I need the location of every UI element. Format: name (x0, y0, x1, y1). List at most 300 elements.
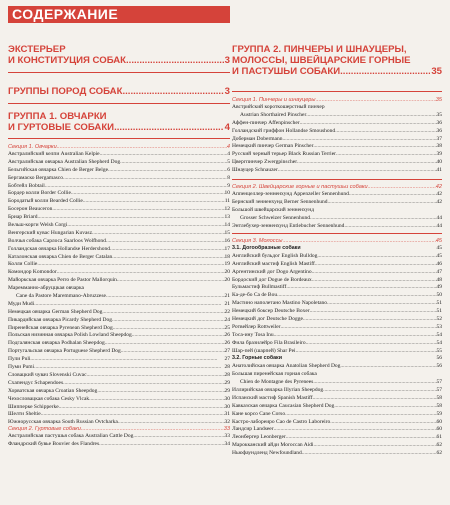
toc-entry[interactable] (232, 199, 442, 207)
leader-dots (99, 441, 224, 449)
toc-heading-line (232, 55, 442, 66)
toc-entry-title: Английский бульдог English Bulldog (232, 252, 318, 259)
toc-entry-title: Фландрский бувье Bouvier des Flandres (8, 440, 100, 447)
leader-dots (41, 411, 225, 419)
toc-entry[interactable] (232, 104, 442, 112)
toc-entry[interactable] (232, 128, 442, 136)
toc-entry-title: Комондор Komondor (8, 269, 57, 276)
leader-dots (45, 183, 227, 191)
toc-entry-title: Grosser Schweizer Sennenhund (240, 214, 310, 221)
toc-page-number: 38 (436, 143, 442, 150)
toc-entry-title: Бордоский дог Dogue de Bordeaux (232, 276, 312, 283)
toc-page-number: 31 (224, 411, 230, 418)
toc-heading-text: И ГУРТОВЫЕ СОБАКИ (8, 122, 115, 133)
toc-entry-title: Вельш-корги Welsh Corgi (8, 222, 68, 229)
leader-dots (106, 238, 225, 246)
toc-entry[interactable] (232, 379, 442, 387)
toc-entry[interactable] (8, 301, 230, 309)
toc-entry-title: Португальская овчарка Portuguese Shepherd Dog (8, 348, 121, 355)
toc-entry[interactable] (232, 395, 442, 403)
leader-dots (306, 340, 437, 348)
leader-dots (122, 86, 223, 97)
toc-entry[interactable] (8, 175, 230, 183)
toc-entry-title: Немецкий пинчер German Pinscher (232, 143, 314, 150)
page-title: СОДЕРЖАНИЕ (12, 6, 119, 22)
leader-dots (306, 112, 436, 120)
toc-entry-title: Австралийская овчарка Australian Shepherd Dog (8, 158, 121, 165)
toc-page-number: 54 (436, 331, 442, 338)
toc-entry[interactable] (232, 284, 442, 292)
toc-entry-title: 3.1. Догообразные собаки (232, 245, 301, 251)
toc-subsection[interactable] (232, 355, 442, 363)
leader-dots (87, 372, 225, 380)
toc-entry[interactable] (232, 316, 442, 324)
toc-entry[interactable] (232, 120, 442, 128)
toc-page-number: 9 (227, 182, 230, 189)
toc-entry-title: Ньюфаундленд Newfoundland (232, 450, 302, 457)
toc-entry[interactable] (232, 143, 442, 151)
toc-page-number: 35 (435, 97, 442, 103)
toc-page-number: 58 (436, 394, 442, 401)
toc-page-number: 41 (436, 167, 442, 174)
toc-entry[interactable] (232, 426, 442, 434)
toc-section-title: Секция 3. Молоссы (232, 238, 283, 244)
toc-entry-title: Венгерский кувас Hungarian Kuvasz (8, 229, 93, 236)
toc-section-title: Секция 2. Швейцарские горные и пастушьи собаки (232, 184, 368, 190)
toc-page-number: 59 (436, 410, 442, 417)
toc-entry-title: Пикардийская овчарка Picardy Shepherd Dog (8, 316, 112, 323)
toc-entry[interactable] (8, 198, 230, 206)
toc-page-number: 51 (436, 300, 442, 307)
leader-dots (315, 261, 437, 269)
leader-dots (114, 122, 224, 133)
toc-heading-breed-groups[interactable] (8, 86, 230, 97)
toc-entry-title: Марокканский айди Moroccan Aidi (232, 442, 314, 449)
leader-dots (277, 292, 436, 300)
toc-entry[interactable] (232, 277, 442, 285)
leader-dots (102, 309, 224, 317)
leader-dots (52, 206, 224, 214)
toc-page-number: 56 (436, 355, 442, 362)
toc-page-number: 42 (435, 184, 442, 190)
toc-page-number: 47 (436, 268, 442, 275)
toc-page-number: 58 (436, 402, 442, 409)
toc-entry-title: Майоркская овчарка Perro de Pastor Mallorquin (8, 277, 117, 284)
toc-entry-title: Доберман Dobermann (232, 135, 283, 142)
leader-dots (303, 316, 437, 324)
toc-entry-title: Бернский зенненхунд Berner Sennenhund (232, 198, 328, 205)
toc-entry[interactable] (8, 151, 230, 159)
toc-entry-title: Шипперке Schipperke (8, 403, 59, 410)
toc-entry[interactable] (8, 293, 230, 301)
toc-entry-title: Кавказская овчарка Caucasian Shepherd Dog (232, 402, 335, 409)
toc-entry-title: Русский черный терьер Black Russian Terrier (232, 151, 336, 158)
toc-entry[interactable] (232, 269, 442, 277)
toc-entry-title: Кане корсо Cane Corso (232, 410, 286, 417)
leader-dots (132, 332, 225, 340)
leader-dots (327, 300, 436, 308)
leader-dots (274, 426, 437, 434)
leader-dots (30, 356, 224, 364)
toc-page-number: 30 (224, 403, 230, 410)
toc-heading-text: И КОНСТИТУЦИЯ СОБАК (8, 55, 127, 66)
toc-entry-title: 3.2. Горные собаки (232, 355, 282, 362)
leader-dots (83, 198, 225, 206)
toc-entry[interactable] (8, 340, 230, 348)
leader-dots (313, 395, 437, 403)
toc-entry[interactable] (8, 222, 230, 230)
toc-entry[interactable] (232, 223, 442, 231)
toc-entry-title: Муди Mudi (8, 300, 35, 307)
toc-entry-title: Маремманно-абруццкая овчарка (8, 285, 84, 292)
toc-entry-title: Немецкий дог Deutsche Dogge (232, 316, 303, 323)
toc-entry-title: Английский мастиф English Mastiff (232, 260, 315, 267)
toc-entry-title: Мастино наполетано Mastino Napoletano (232, 300, 328, 307)
toc-entry-title: Польская низинная овчарка Polish Lowland Sheepdog (8, 332, 132, 339)
section-divider (8, 138, 230, 139)
toc-page-number: 52 (436, 316, 442, 323)
toc-section-title: Секция 2. Гуртовые собаки (8, 426, 81, 432)
toc-page-number: 57 (436, 379, 442, 386)
leader-dots (286, 434, 437, 442)
toc-page-number: 5 (227, 158, 230, 165)
toc-heading-line (8, 86, 230, 97)
toc-page-number: 19 (224, 261, 230, 268)
toc-page-number: 13 (224, 214, 230, 221)
toc-page-number: 10 (224, 190, 230, 197)
toc-page-number: 4 (224, 122, 230, 133)
toc-entry[interactable] (232, 450, 442, 458)
leader-dots (110, 246, 224, 254)
leader-dots (133, 433, 224, 441)
leader-dots (340, 363, 436, 371)
toc-entry[interactable] (232, 371, 442, 379)
toc-page-number: 42 (436, 198, 442, 205)
toc-entry-title: Анатолийская овчарка Anatolian Shepherd Dog (232, 363, 341, 370)
toc-page-number: 39 (436, 151, 442, 158)
toc-page-number: 34 (224, 440, 230, 447)
toc-section[interactable] (232, 238, 442, 245)
toc-entry[interactable] (8, 317, 230, 325)
toc-entry-title: Иллирийская овчарка Illyrian Sheepdog (232, 387, 324, 394)
toc-page-number: 30 (224, 395, 230, 402)
toc-page-number: 61 (436, 434, 442, 441)
leader-dots (280, 324, 436, 332)
leader-dots (67, 222, 224, 230)
toc-page-number: 49 (436, 284, 442, 291)
toc-page-number: 17 (224, 245, 230, 252)
toc-page-number: 62 (436, 450, 442, 457)
leader-dots (313, 143, 436, 151)
leader-dots (37, 214, 224, 222)
toc-page-number: 45 (435, 238, 442, 244)
toc-page-number: 33 (223, 426, 230, 432)
toc-page-number: 44 (436, 214, 442, 221)
toc-entry[interactable] (232, 261, 442, 269)
toc-subsection[interactable] (232, 245, 442, 253)
toc-page-number: 50 (436, 292, 442, 299)
toc-entry[interactable] (232, 253, 442, 261)
toc-entry-title: Пуми Pumi (8, 364, 35, 371)
toc-heading-line (8, 55, 230, 66)
toc-page-number: 28 (224, 364, 230, 371)
leader-dots (34, 301, 224, 309)
toc-entry[interactable] (232, 167, 442, 175)
toc-entry-title: Схапендус Schapendoes (8, 379, 64, 386)
toc-entry-title: Ландсир Landseer (232, 426, 274, 433)
toc-entry[interactable] (232, 363, 442, 371)
toc-page-number: 35 (431, 66, 442, 77)
toc-entry[interactable] (232, 292, 442, 300)
leader-dots (317, 253, 436, 261)
toc-entry[interactable] (232, 434, 442, 442)
leader-dots (274, 332, 437, 340)
toc-entry-title: Шелти Sheltie (8, 411, 41, 418)
toc-section-title: Секция 1. Овчарки (8, 144, 57, 150)
toc-entry-title: Ротвейлер Rottweiler (232, 323, 281, 330)
toc-page-number: 36 (436, 127, 442, 134)
leader-dots (328, 199, 437, 207)
toc-page-number: 3 (224, 55, 230, 66)
toc-entry[interactable] (8, 261, 230, 269)
toc-entry[interactable] (232, 324, 442, 332)
toc-entry[interactable] (8, 159, 230, 167)
leader-dots (113, 325, 225, 333)
leader-dots (334, 403, 436, 411)
toc-page-number: 11 (224, 198, 230, 205)
toc-entry[interactable] (232, 411, 442, 419)
toc-section[interactable] (232, 97, 442, 104)
section-divider (232, 233, 442, 234)
toc-entry-title: Аргентинский дог Dogo Argentino (232, 268, 312, 275)
section-divider (232, 179, 442, 180)
toc-entry-title: Голландский гриффон Hollandse Smoushond (232, 127, 336, 134)
toc-entry[interactable] (8, 348, 230, 356)
toc-entry[interactable] (232, 332, 442, 340)
toc-entry[interactable] (232, 348, 442, 356)
toc-entry-title: Чехословацкая собака Cesky Vlcak (8, 395, 90, 402)
leader-dots (57, 144, 227, 151)
toc-page-number: 27 (224, 348, 230, 355)
toc-entry[interactable] (8, 246, 230, 254)
toc-page-number: 21 (224, 293, 230, 300)
toc-entry[interactable] (8, 238, 230, 246)
toc-entry-list (8, 151, 230, 427)
toc-page-number: 60 (436, 418, 442, 425)
toc-entry[interactable] (8, 356, 230, 364)
toc-page-number: 55 (436, 347, 442, 354)
toc-entry[interactable] (8, 441, 230, 449)
toc-entry-title: Подгалянская овчарка Podhalan Sheepdog (8, 340, 105, 347)
toc-heading-line (232, 66, 442, 77)
toc-entry-title: Бульмастиф Bullmastiff (232, 284, 287, 291)
leader-dots (310, 215, 437, 223)
toc-entry-title: Австралийская пастушья собака Australian Cattle Dog (8, 433, 134, 439)
toc-page-number: 16 (224, 237, 230, 244)
toc-page-number: 24 (224, 316, 230, 323)
toc-page-number: 4 (226, 144, 230, 150)
toc-page-number: 48 (436, 276, 442, 283)
toc-section[interactable] (232, 184, 442, 191)
toc-page-number: 32 (224, 419, 230, 426)
toc-entry[interactable] (8, 396, 230, 404)
toc-entry-title: Колли Collie (8, 261, 38, 268)
toc-entry[interactable] (232, 442, 442, 450)
toc-entry[interactable] (8, 277, 230, 285)
toc-page-number: 26 (224, 332, 230, 339)
toc-entry[interactable] (8, 364, 230, 372)
toc-page-number: 14 (224, 222, 230, 229)
toc-entry[interactable] (8, 190, 230, 198)
toc-entry[interactable] (232, 419, 442, 427)
toc-entry[interactable] (8, 325, 230, 333)
toc-entry-title: Шар-пей (шарпей) Shar Pei (232, 347, 296, 354)
toc-heading-group-2[interactable] (232, 44, 442, 77)
toc-page-number: 46 (436, 260, 442, 267)
toc-entry[interactable] (8, 167, 230, 175)
toc-entry-title: Словацкий чувач Slovenski Cuvac (8, 371, 87, 378)
toc-entry[interactable] (8, 380, 230, 388)
toc-entry[interactable] (232, 159, 442, 167)
toc-entry-title: Немецкий боксер Deutsche Boxer (232, 308, 310, 315)
toc-page-number: 56 (436, 363, 442, 370)
toc-entry[interactable] (8, 214, 230, 222)
toc-heading-exterior[interactable] (8, 44, 230, 66)
leader-dots (34, 364, 224, 372)
toc-page-number: 51 (436, 308, 442, 315)
leader-dots (105, 340, 225, 348)
toc-entry[interactable] (8, 411, 230, 419)
toc-section[interactable] (8, 144, 230, 151)
toc-page-number: 12 (224, 206, 230, 213)
leader-dots (301, 245, 437, 253)
toc-entry[interactable] (232, 191, 442, 199)
toc-entry[interactable] (8, 183, 230, 191)
toc-entry[interactable] (232, 112, 442, 120)
leader-dots (81, 426, 224, 433)
toc-entry[interactable] (232, 300, 442, 308)
toc-entry-title: Бородатый колли Bearded Collie (8, 198, 83, 205)
toc-entry[interactable] (232, 403, 442, 411)
leader-dots (106, 293, 225, 301)
toc-page-number: 60 (436, 426, 442, 433)
toc-entry-title: Испанский мастиф Spanish Mastiff (232, 394, 313, 401)
toc-entry[interactable] (232, 151, 442, 159)
toc-entry[interactable] (8, 309, 230, 317)
leader-dots (368, 184, 436, 191)
toc-heading-line (232, 44, 442, 55)
toc-page-number: 42 (436, 191, 442, 197)
toc-entry[interactable] (8, 230, 230, 238)
toc-entry[interactable] (8, 285, 230, 293)
toc-entry[interactable] (232, 215, 442, 223)
section-divider (232, 91, 442, 92)
toc-entry[interactable] (8, 433, 230, 441)
toc-entry-list (8, 433, 230, 449)
toc-heading-text: ЭКСТЕРЬЕР (8, 44, 66, 55)
leader-dots (336, 151, 437, 159)
toc-page-number: 4 (227, 151, 230, 157)
leader-dots (302, 450, 437, 458)
toc-entry-title: Аффен-пинчер Affenpinscher (232, 119, 300, 126)
leader-dots (296, 348, 437, 356)
toc-section[interactable] (8, 426, 230, 433)
toc-page-number: 33 (224, 433, 230, 439)
toc-page-number: 57 (436, 387, 442, 394)
toc-entry-title: Бергамаско Bergamasco (8, 174, 63, 181)
leader-dots (340, 66, 430, 77)
toc-entry[interactable] (8, 404, 230, 412)
toc-entry-title: Бельгийская овчарка Chien de Berger Belge (8, 166, 109, 173)
toc-entry[interactable] (232, 308, 442, 316)
leader-dots (313, 379, 436, 387)
toc-entry[interactable] (8, 372, 230, 380)
leader-dots (112, 254, 224, 262)
leader-dots (286, 284, 436, 292)
toc-heading-text: И ПАСТУШЬИ СОБАКИ (232, 66, 341, 77)
toc-entry[interactable] (8, 206, 230, 214)
page-title-bar (8, 6, 230, 23)
toc-entry[interactable] (232, 136, 442, 144)
toc-entry-title: Большая пиренейская горная собака (232, 371, 317, 378)
toc-page-number: 29 (224, 387, 230, 394)
leader-dots (89, 396, 224, 404)
leader-dots (97, 388, 224, 396)
toc-page-number: 44 (436, 222, 442, 229)
leader-dots (63, 380, 224, 388)
toc-entry-title: Южнорусская овчарка South Russian Ovtcharka (8, 419, 118, 426)
toc-page-number: 45 (436, 245, 442, 251)
toc-entry-title: Chien de Montagne des Pyrenees (240, 379, 314, 386)
toc-entry-list (232, 245, 442, 458)
toc-page-number: 36 (436, 119, 442, 126)
toc-entry[interactable] (232, 340, 442, 348)
toc-entry-list (232, 191, 442, 230)
toc-page-number: 22 (224, 308, 230, 315)
toc-heading-text: ГРУППЫ ПОРОД СОБАК (8, 86, 123, 97)
toc-entry[interactable] (8, 269, 230, 277)
toc-entry-title: Голландская овчарка Hollandse Herdershond (8, 245, 111, 252)
toc-page-number: 62 (436, 442, 442, 449)
toc-heading-group-1[interactable] (8, 111, 230, 133)
leader-dots (108, 167, 227, 175)
toc-entry-title: Леонбергер Leonberger (232, 434, 286, 441)
toc-page-number: 28 (224, 371, 230, 378)
toc-entry-title: Энтлебухер-зенненхунд Entlebucher Sennenhund (232, 222, 345, 229)
leader-dots (312, 277, 437, 285)
toc-entry[interactable] (232, 207, 442, 215)
toc-entry-title: Фила бразилейро Fila Brasileiro (232, 339, 306, 346)
toc-entry-title: Austrian Shorthaired Pinscher (240, 111, 307, 118)
leader-dots (92, 230, 224, 238)
toc-page-number: 54 (436, 339, 442, 346)
toc-entry[interactable] (8, 388, 230, 396)
toc-page-number: 26 (224, 340, 230, 347)
toc-entry-title: Немецкая овчарка German Shepherd Dog (8, 308, 103, 315)
toc-entry[interactable] (8, 332, 230, 340)
toc-page-number: 25 (224, 324, 230, 331)
toc-entry-title: Тоса-ину Tosa Inu (232, 331, 274, 338)
toc-page-number: 8 (227, 174, 230, 181)
toc-page-number: 18 (224, 253, 230, 260)
leader-dots (278, 167, 437, 175)
toc-entry[interactable] (232, 387, 442, 395)
leader-dots (57, 269, 225, 277)
toc-entry-title: Австралийский келпи Australian Kelpie (8, 151, 100, 157)
toc-entry[interactable] (8, 254, 230, 262)
leader-dots (344, 223, 436, 231)
toc-page-number: 29 (224, 379, 230, 386)
